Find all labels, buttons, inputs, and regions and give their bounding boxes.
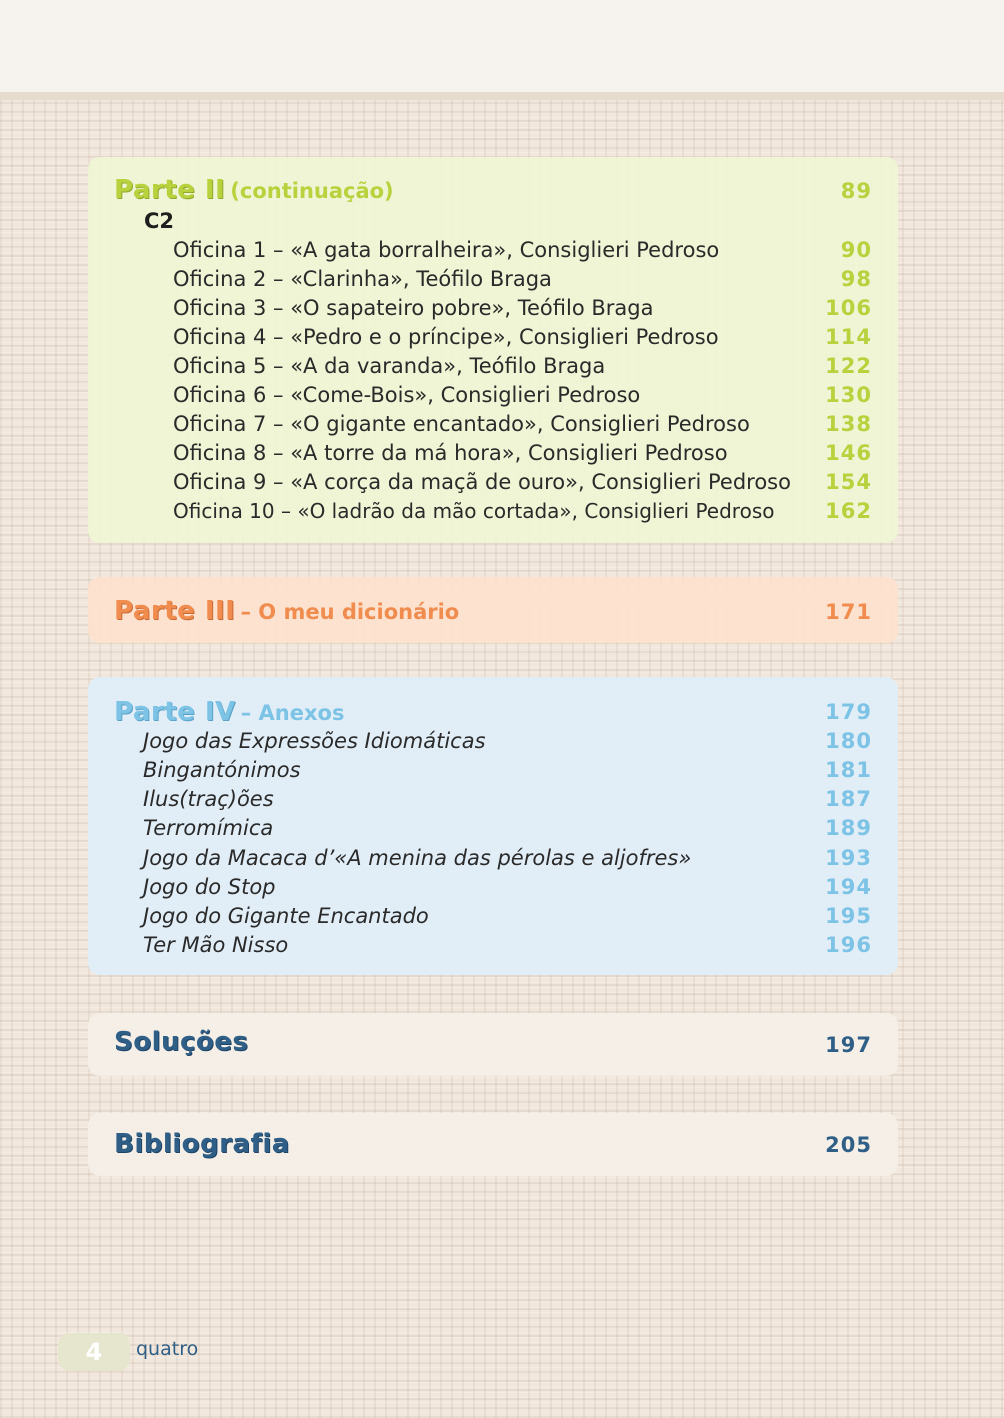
- toc-page-oficina-1: 90: [840, 238, 872, 262]
- part-2-subtitle: (continuação): [230, 179, 394, 203]
- toc-entry-annex-5[interactable]: Jogo da Macaca d’«A menina das pérolas e aljofres»: [143, 846, 692, 870]
- solutions-page: 197: [825, 1033, 872, 1057]
- toc-entry-annex-6[interactable]: Jogo do Stop: [143, 875, 276, 899]
- toc-page-annex-1: 180: [825, 729, 872, 753]
- part-4-subtitle: – Anexos: [240, 701, 345, 725]
- toc-entry-oficina-5[interactable]: Oficina 5 – «A da varanda», Teófilo Braga: [173, 354, 606, 378]
- part-4-section: [88, 677, 898, 975]
- toc-page-oficina-5: 122: [825, 354, 872, 378]
- part-4-heading[interactable]: [114, 698, 344, 727]
- toc-entry-oficina-8[interactable]: Oficina 8 – «A torre da má hora», Consiglieri Pedroso: [173, 441, 728, 465]
- toc-entry-oficina-4[interactable]: Oficina 4 – «Pedro e o príncipe», Consiglieri Pedroso: [173, 325, 719, 349]
- toc-entry-oficina-1[interactable]: Oficina 1 – «A gata borralheira», Consiglieri Pedroso: [173, 238, 720, 262]
- toc-page-oficina-8: 146: [825, 441, 872, 465]
- toc-entry-annex-7[interactable]: Jogo do Gigante Encantado: [143, 904, 429, 928]
- part-3-section: [88, 577, 898, 643]
- toc-entry-annex-8[interactable]: Ter Mão Nisso: [143, 933, 289, 957]
- toc-entry-oficina-2[interactable]: Oficina 2 – «Clarinha», Teófilo Braga: [173, 267, 552, 291]
- part-2-section: [88, 157, 898, 543]
- toc-page-oficina-6: 130: [825, 383, 872, 407]
- toc-page-oficina-7: 138: [825, 412, 872, 436]
- solutions-title[interactable]: Soluções: [114, 1027, 249, 1057]
- bibliography-title[interactable]: Bibliografia: [114, 1129, 290, 1159]
- toc-page-oficina-2: 98: [840, 267, 872, 291]
- toc-entry-oficina-10[interactable]: Oficina 10 – «O ladrão da mão cortada», Consiglieri Pedroso: [173, 499, 775, 523]
- page-number-word: quatro: [136, 1338, 199, 1360]
- solutions-section: [88, 1013, 898, 1076]
- toc-page-oficina-10: 162: [825, 499, 872, 523]
- chapter-label: C2: [144, 209, 175, 233]
- part-2-title: Parte II: [114, 175, 226, 205]
- toc-entry-oficina-7[interactable]: Oficina 7 – «O gigante encantado», Consiglieri Pedroso: [173, 412, 750, 436]
- toc-page-oficina-9: 154: [825, 470, 872, 494]
- toc-entry-oficina-3[interactable]: Oficina 3 – «O sapateiro pobre», Teófilo Braga: [173, 296, 654, 320]
- toc-entry-annex-1[interactable]: Jogo das Expressões Idiomáticas: [143, 729, 486, 753]
- toc-page-annex-3: 187: [825, 787, 872, 811]
- toc-entry-annex-3[interactable]: Ilus(traç)ões: [143, 787, 274, 811]
- page-number-badge: 4: [58, 1333, 130, 1371]
- toc-page-annex-4: 189: [825, 816, 872, 840]
- part-3-title: Parte III: [114, 596, 236, 626]
- toc-page-annex-2: 181: [825, 758, 872, 782]
- part-4-page: 179: [825, 700, 872, 724]
- part-3-page: 171: [825, 600, 872, 624]
- toc-page-oficina-4: 114: [825, 325, 872, 349]
- toc-page-annex-6: 194: [825, 875, 872, 899]
- toc-page-annex-8: 196: [825, 933, 872, 957]
- bibliography-page: 205: [825, 1133, 872, 1157]
- toc-entry-oficina-9[interactable]: Oficina 9 – «A corça da maçã de ouro», Consiglieri Pedroso: [173, 470, 791, 494]
- toc-entry-oficina-6[interactable]: Oficina 6 – «Come-Bois», Consiglieri Pedroso: [173, 383, 641, 407]
- part-3-subtitle: – O meu dicionário: [240, 600, 460, 624]
- toc-entry-annex-2[interactable]: Bingantónimos: [143, 758, 301, 782]
- toc-page-annex-7: 195: [825, 904, 872, 928]
- toc-entry-annex-4[interactable]: Terromímica: [143, 816, 274, 840]
- bibliography-section: [88, 1113, 898, 1176]
- part-4-title: Parte IV: [114, 697, 236, 727]
- top-band: [0, 0, 1004, 100]
- part-2-heading[interactable]: [114, 176, 394, 205]
- toc-page-annex-5: 193: [825, 846, 872, 870]
- toc-page-oficina-3: 106: [825, 296, 872, 320]
- part-3-heading[interactable]: [114, 597, 459, 626]
- part-2-page: 89: [840, 179, 872, 203]
